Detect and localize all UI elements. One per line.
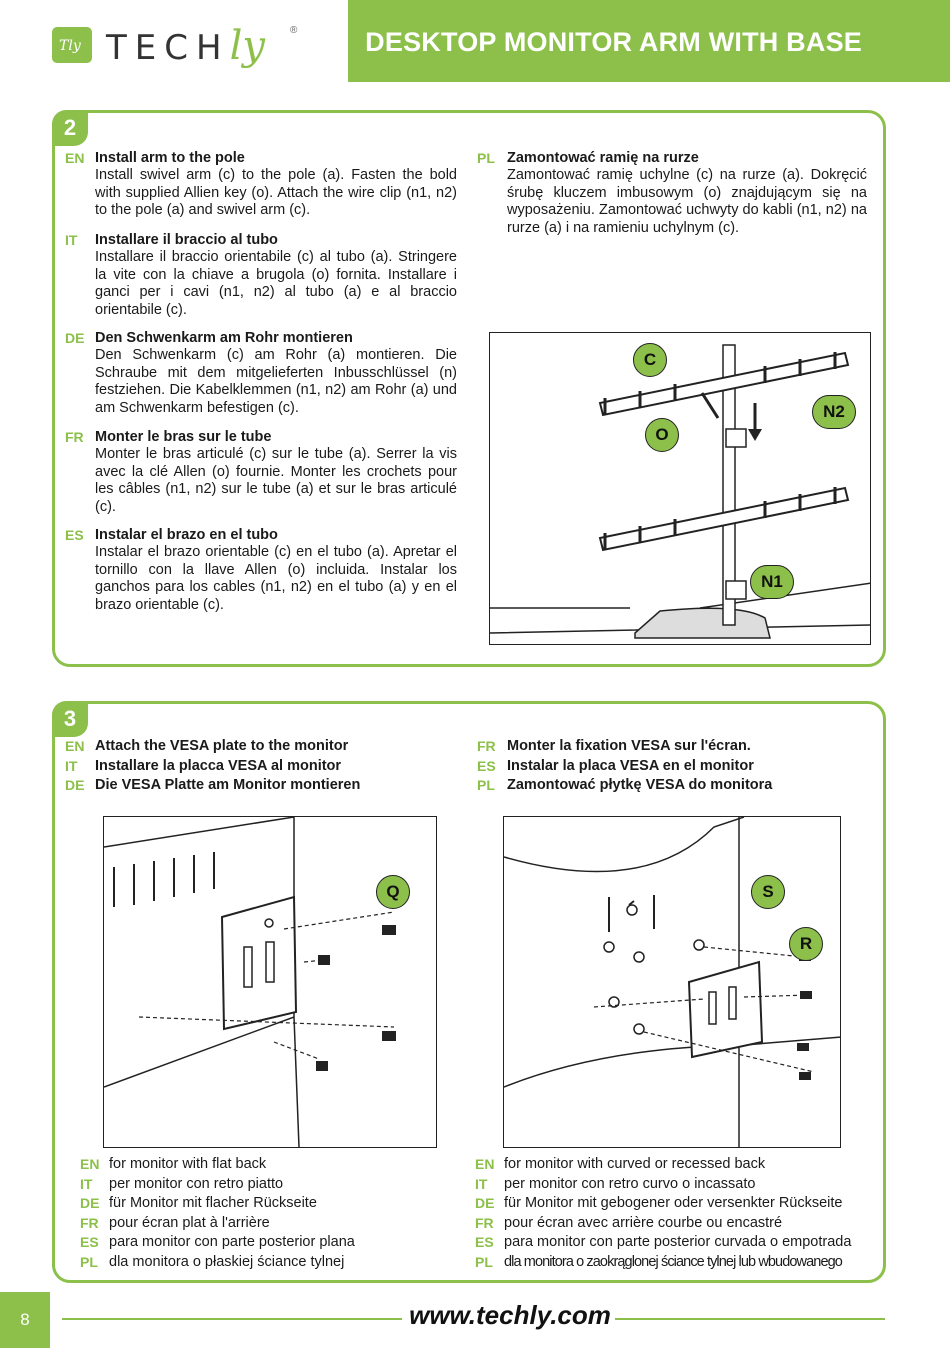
callout-o: O — [645, 418, 679, 452]
lang-code: FR — [65, 429, 84, 445]
note-en — [80, 1155, 460, 1175]
instruction-title: Zamontować ramię na rurze — [507, 150, 699, 166]
curved-back-drawing — [504, 817, 841, 1148]
lang-code: DE — [80, 1195, 100, 1211]
instruction-text — [95, 150, 457, 220]
instruction-text — [95, 429, 457, 516]
lang-code: PL — [477, 777, 495, 793]
instruction-body: Instalar el brazo orientable (c) en el tubo (a). Apretar el tornillo con la llave Allen (o) incluida. Instalar los ganchos para los cables (n1, n2) en el tubo (a) y en el brazo orientable (c). — [95, 544, 457, 613]
callout-r: R — [789, 927, 823, 961]
step-3-headings-left — [65, 737, 465, 796]
flat-back-diagram — [103, 816, 437, 1148]
instruction-title: Install arm to the pole — [95, 150, 245, 166]
instruction-body: Installare il braccio orientabile (c) al tubo (a). Stringere la vite con la chiave a brugola (o) fornita. Installare i ganci per i cavi (n1, n2) al tubo (a) e al braccio orientabile (c). — [95, 249, 457, 318]
lang-code: EN — [80, 1156, 100, 1172]
note-text: per monitor con retro piatto — [109, 1175, 284, 1192]
lang-code: FR — [477, 738, 496, 754]
note-pl — [475, 1253, 880, 1273]
note-text: for monitor with flat back — [109, 1156, 267, 1172]
instruction-body: Zamontować ramię uchylne (c) na rurze (a). Dokręcić śrubę kluczem imbusowym (o) znajdującym się na wyposażeniu. Zamontować uchwyty do kabli (n1, n2) na rurze (a) i na ramieniu uchylnym (c). — [507, 167, 867, 236]
note-en — [475, 1155, 880, 1175]
note-text: per monitor con retro curvo o incassato — [504, 1175, 756, 1192]
instruction-text — [95, 330, 457, 417]
step-number-badge: 2 — [52, 110, 88, 146]
logo-wordmark — [106, 23, 265, 69]
note-text: para monitor con parte posterior plana — [109, 1234, 355, 1250]
page-number: 8 — [0, 1292, 50, 1348]
instruction-text — [507, 150, 867, 237]
arm-assembly-drawing — [490, 333, 871, 645]
instruction-title: Installare il braccio al tubo — [95, 232, 278, 248]
curved-back-diagram — [503, 816, 841, 1148]
callout-n2: N2 — [812, 395, 856, 429]
heading-en — [65, 737, 465, 757]
registered-mark: ® — [290, 25, 298, 36]
heading-pl — [477, 776, 877, 796]
note-text: dla monitora o zaokrąglonej ściance tylnej lub wbudowanego — [504, 1253, 842, 1270]
instruction-title: Den Schwenkarm am Rohr montieren — [95, 330, 353, 346]
heading-de — [65, 776, 465, 796]
note-es — [80, 1233, 460, 1253]
note-pl — [80, 1253, 460, 1273]
heading-text: Attach the VESA plate to the monitor — [95, 738, 349, 754]
step-3-headings-right — [477, 737, 877, 796]
note-it — [80, 1175, 460, 1195]
note-de — [80, 1194, 460, 1214]
logo-mark: Tly — [52, 27, 92, 63]
heading-fr — [477, 737, 877, 757]
lang-code: IT — [475, 1175, 488, 1192]
logo-wordmark-accent: ly — [229, 23, 265, 69]
heading-text: Die VESA Platte am Monitor montieren — [95, 777, 361, 793]
note-de — [475, 1194, 880, 1214]
instruction-body: Den Schwenkarm (c) am Rohr (a) montieren. Die Schraube mit dem mitgelieferten Inbusschlüssel (n) festziehen. Die Kabelklemmen (n1, n2) am Rohr (a) und am Schwenkarm befestigen (c). — [95, 347, 457, 416]
note-text: dla monitora o płaskiej ściance tylnej — [109, 1253, 345, 1270]
flat-back-drawing — [104, 817, 437, 1148]
callout-s: S — [751, 875, 785, 909]
instruction-body: Install swivel arm (c) to the pole (a). Fasten the bold with supplied Allien key (o). Attach the wire clip (n1, n2) to the pole (a) and swivel arm (c). — [95, 167, 457, 219]
heading-text: Installare la placca VESA al monitor — [95, 757, 342, 774]
step-2-panel — [52, 110, 886, 667]
lang-code: DE — [475, 1195, 495, 1211]
lang-code: FR — [80, 1214, 99, 1231]
note-text: para monitor con parte posterior curvada o empotrada — [504, 1234, 852, 1250]
header-title-bar — [348, 0, 950, 82]
callout-n1: N1 — [750, 565, 794, 599]
heading-es — [477, 757, 877, 777]
logo-wordmark-main: TECH — [106, 28, 230, 68]
instruction-body: Monter le bras articulé (c) sur le tube (a). Serrer la vis avec la clé Allen (o) fournie. Monter les crochets pour les câbles (n1, n2) sur le tube (a) et sur le bras articulé (c). — [95, 446, 457, 515]
lang-code: DE — [65, 330, 85, 346]
curved-back-notes — [475, 1155, 880, 1272]
lang-code: ES — [65, 527, 84, 543]
note-it — [475, 1175, 880, 1195]
heading-text: Monter la fixation VESA sur l'écran. — [507, 738, 751, 754]
heading-text: Instalar la placa VESA en el monitor — [507, 757, 754, 774]
lang-code: PL — [80, 1253, 98, 1270]
lang-code: FR — [475, 1214, 494, 1231]
note-text: pour écran plat à l'arrière — [109, 1214, 270, 1231]
note-fr — [80, 1214, 460, 1234]
lang-code: IT — [80, 1175, 93, 1192]
lang-code: EN — [65, 738, 85, 754]
note-text: for monitor with curved or recessed back — [504, 1156, 766, 1172]
flat-back-notes — [80, 1155, 460, 1272]
lang-code: DE — [65, 777, 85, 793]
heading-text: Zamontować płytkę VESA do monitora — [507, 777, 773, 793]
instruction-text — [95, 232, 457, 319]
techly-logo — [52, 15, 322, 75]
note-text: für Monitor mit gebogener oder versenkter Rückseite — [504, 1195, 843, 1211]
arm-assembly-diagram — [489, 332, 871, 645]
callout-q: Q — [376, 875, 410, 909]
lang-code: EN — [65, 150, 85, 166]
lang-code: ES — [80, 1234, 99, 1250]
step-3-panel — [52, 701, 886, 1283]
callout-c: C — [633, 343, 667, 377]
note-es — [475, 1233, 880, 1253]
heading-it — [65, 757, 465, 777]
note-text: für Monitor mit flacher Rückseite — [109, 1195, 317, 1211]
lang-code: EN — [475, 1156, 495, 1172]
lang-code: IT — [65, 757, 78, 774]
step-number-badge: 3 — [52, 701, 88, 737]
lang-code: ES — [477, 757, 496, 774]
lang-code: PL — [475, 1253, 493, 1270]
note-fr — [475, 1214, 880, 1234]
page-title: DESKTOP MONITOR ARM WITH BASE — [365, 27, 862, 57]
instruction-title: Instalar el brazo en el tubo — [95, 527, 278, 543]
website-link[interactable]: www.techly.com — [409, 1300, 611, 1330]
instruction-text — [95, 527, 457, 614]
lang-code: ES — [475, 1234, 494, 1250]
instruction-title: Monter le bras sur le tube — [95, 429, 272, 445]
note-text: pour écran avec arrière courbe ou encastré — [504, 1214, 783, 1231]
lang-code: PL — [477, 150, 495, 166]
lang-code: IT — [65, 232, 78, 248]
